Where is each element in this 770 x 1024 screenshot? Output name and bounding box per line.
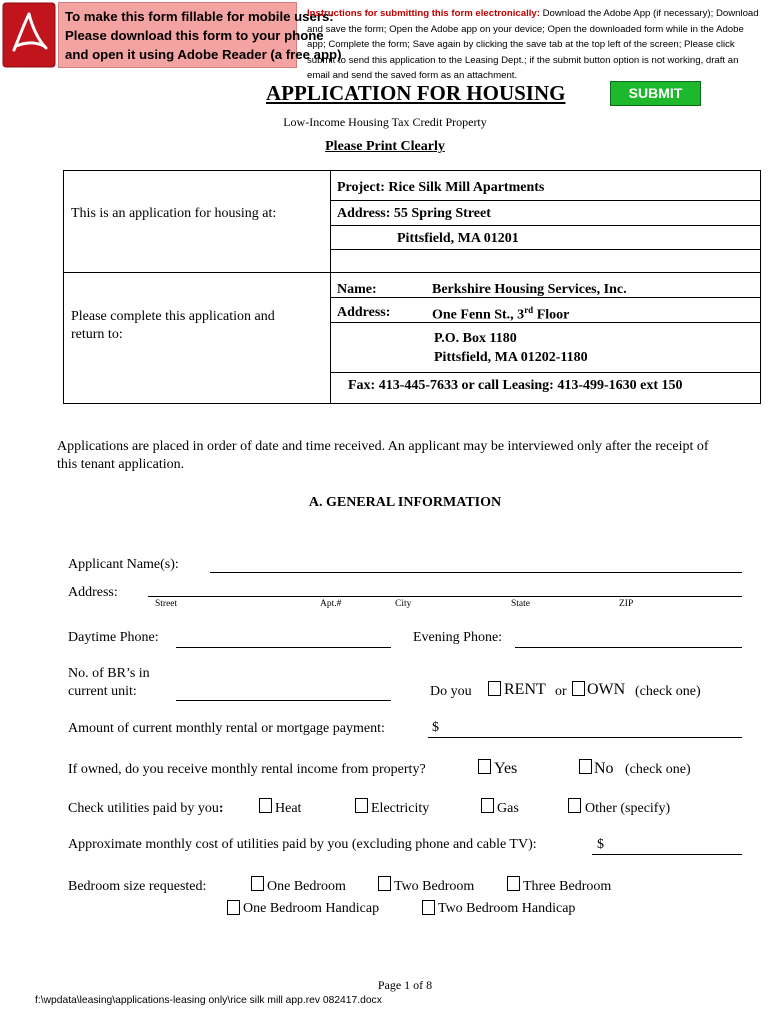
apt-caption: Apt.# [320,599,342,609]
evening-phone-field[interactable] [515,647,742,648]
three-bedroom-checkbox[interactable] [507,876,520,891]
housing-at-label: This is an application for housing at: [71,206,277,221]
utilities-label: Check utilities paid by you: [68,801,224,816]
zip-caption: ZIP [619,599,634,609]
brs-field[interactable] [176,700,391,701]
box-rule [330,200,761,201]
own-checkbox[interactable] [572,681,585,696]
utilities-cost-label: Approximate monthly cost of utilities paid by you (excluding phone and cable TV): [68,837,537,852]
state-caption: State [511,599,530,609]
do-you-label: Do you [430,684,472,699]
evening-phone-label: Evening Phone: [413,630,503,645]
own-label: OWN [587,681,626,698]
one-bedroom-label: One Bedroom [267,879,346,894]
submission-instructions [307,6,762,84]
banner-line-1: To make this form fillable for mobile users: [65,9,334,24]
check-one-label-2: (check one) [625,762,691,777]
instructions-lead: Instructions for submitting this form electronically: [307,8,540,19]
heat-label: Heat [275,801,302,816]
project-address: Address: 55 Spring Street [337,206,491,221]
page-subtitle: Low-Income Housing Tax Credit Property [283,115,487,129]
utilities-cost-field[interactable] [592,854,742,855]
return-name-value: Berkshire Housing Services, Inc. [432,282,627,297]
intro-paragraph: Applications are placed in order of date and time received. An applicant may be interviewed only after the receipt of this tenant application. [57,439,709,472]
monthly-payment-field[interactable] [428,737,742,738]
box-rule [330,249,761,250]
po-city: Pittsfield, MA 01202-1180 [434,350,588,365]
return-address-label: Address: [337,305,391,320]
two-bedroom-label: Two Bedroom [394,879,475,894]
two-bedroom-handicap-checkbox[interactable] [422,900,435,915]
check-one-label: (check one) [635,684,701,699]
adobe-pdf-icon [2,2,56,68]
electricity-label: Electricity [371,801,430,816]
or-label: or [555,684,567,699]
address-field[interactable] [148,596,742,597]
return-address-value: One Fenn St., 3rd Floor [432,305,570,323]
banner-line-3: and open it using Adobe Reader (a free app) [65,47,342,62]
bedroom-size-label: Bedroom size requested: [68,879,207,894]
return-to-label: Please complete this application and return to: [71,309,275,342]
section-a-heading: A. GENERAL INFORMATION [308,495,502,510]
brs-label-line-2: current unit: [68,684,137,699]
no-checkbox[interactable] [579,759,592,774]
daytime-phone-label: Daytime Phone: [68,630,159,645]
submit-button[interactable]: SUBMIT [610,81,701,106]
property-info-box [63,170,761,404]
instructions-body: Download the Adobe App (if necessary); Download and save the form; Open the Adobe app on your device; Open the downloaded form while in the Adobe app; Complete the form; Save again by clicking the save tab at the top left of the screen; Please click submit to send this application to the Leasing Dept.; if the submit button option is not working, draft an email and send the saved form as an attachment. [307,8,759,81]
box-rule [330,372,761,373]
mobile-users-banner [58,2,342,68]
dollar-sign: $ [432,720,439,735]
three-bedroom-label: Three Bedroom [523,879,612,894]
other-utility-checkbox[interactable] [568,798,581,813]
box-divider-vertical [330,171,331,403]
page-number: Page 1 of 8 [377,978,433,992]
monthly-payment-label: Amount of current monthly rental or mortgage payment: [68,721,385,736]
brs-label-line-1: No. of BR’s in [68,666,150,681]
po-box: P.O. Box 1180 [434,331,517,346]
print-clearly-note: Please Print Clearly [325,139,445,154]
banner-line-2: Please download this form to your phone [65,28,324,43]
gas-checkbox[interactable] [481,798,494,813]
fax-and-phone: Fax: 413-445-7633 or call Leasing: 413-499-1630 ext 150 [348,378,683,393]
project-name: Project: Rice Silk Mill Apartments [337,180,545,195]
two-bedroom-checkbox[interactable] [378,876,391,891]
other-utility-label: Other (specify) [585,801,671,816]
return-name-label: Name: [337,282,377,297]
electricity-checkbox[interactable] [355,798,368,813]
yes-checkbox[interactable] [478,759,491,774]
address-label: Address: [68,585,118,600]
daytime-phone-field[interactable] [176,647,391,648]
applicant-names-field[interactable] [210,572,742,573]
no-label: No [594,760,614,777]
rent-label: RENT [504,681,546,698]
box-rule [330,225,761,226]
box-rule [64,272,761,273]
project-city: Pittsfield, MA 01201 [397,231,519,246]
two-bedroom-handicap-label: Two Bedroom Handicap [438,901,576,916]
street-caption: Street [155,599,178,609]
file-path: f:\wpdata\leasing\applications-leasing only\rice silk mill app.rev 082417.docx [35,995,382,1006]
gas-label: Gas [497,801,519,816]
yes-label: Yes [494,760,518,777]
city-caption: City [395,599,412,609]
heat-checkbox[interactable] [259,798,272,813]
one-bedroom-checkbox[interactable] [251,876,264,891]
rent-checkbox[interactable] [488,681,501,696]
dollar-sign-2: $ [597,837,604,852]
page-title: APPLICATION FOR HOUSING [266,81,566,105]
applicant-names-label: Applicant Name(s): [68,557,179,572]
one-bedroom-handicap-label: One Bedroom Handicap [243,901,380,916]
one-bedroom-handicap-checkbox[interactable] [227,900,240,915]
rental-income-question: If owned, do you receive monthly rental income from property? [68,762,426,777]
